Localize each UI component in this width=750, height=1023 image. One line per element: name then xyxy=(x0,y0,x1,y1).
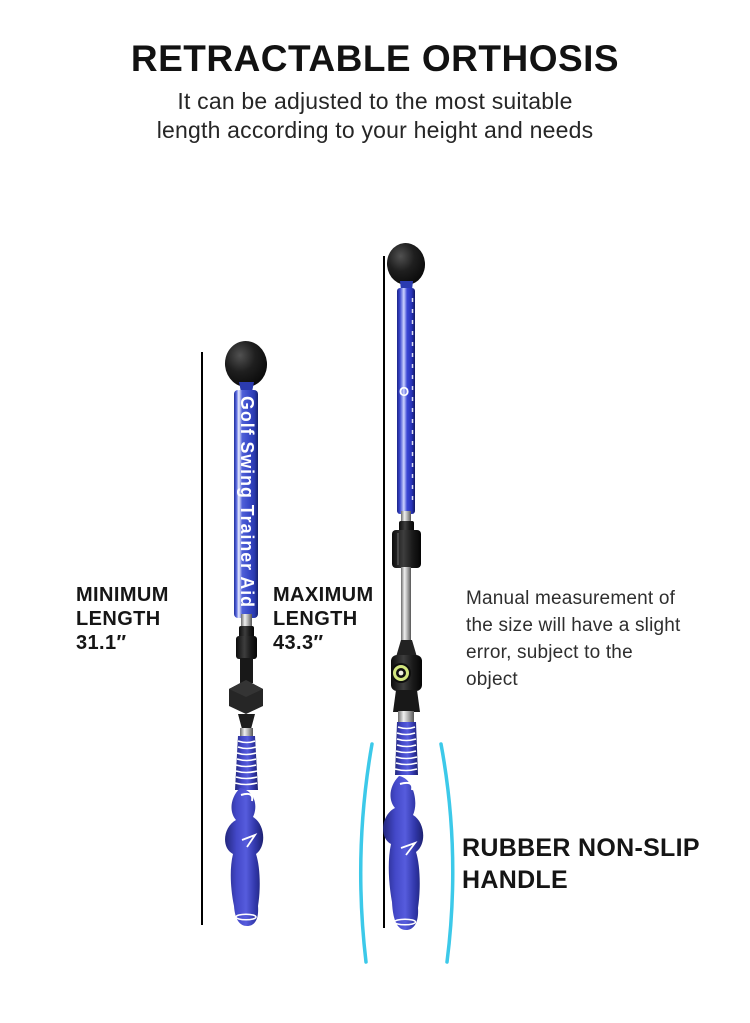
rib-grip xyxy=(395,722,418,775)
rubber-handle xyxy=(383,776,423,930)
clamp-tube xyxy=(240,658,253,683)
minimum-length-label xyxy=(76,583,169,655)
handle-highlight-curve-left xyxy=(361,744,372,962)
maximum-length-value: 43.3″ xyxy=(273,632,324,654)
rib-grip xyxy=(235,736,258,790)
maximum-label-line: LENGTH xyxy=(273,608,358,630)
clamp-collar xyxy=(236,636,257,659)
ball-grip xyxy=(223,339,270,389)
hinge-cone xyxy=(396,640,417,657)
note-line: error, subject to the xyxy=(466,642,633,663)
stick-maximum-length xyxy=(383,241,427,930)
minimum-length-value: 31.1″ xyxy=(76,632,127,654)
ball-grip xyxy=(385,241,427,287)
clamp-body xyxy=(392,530,421,568)
chrome-collar xyxy=(398,711,414,723)
handle-feature-callout xyxy=(462,832,700,896)
hinge-knob-center xyxy=(399,671,404,676)
note-line: the size will have a slight xyxy=(466,615,681,636)
extension-rod xyxy=(401,567,411,642)
handle-callout-line: RUBBER NON-SLIP xyxy=(462,834,700,862)
note-line: Manual measurement of xyxy=(466,588,676,609)
minimum-label-line: MINIMUM xyxy=(76,584,169,606)
measurement-note xyxy=(466,585,681,693)
maximum-length-label xyxy=(273,583,374,655)
rubber-handle xyxy=(225,788,263,926)
hinge-lower-block xyxy=(393,690,420,712)
chrome-ring xyxy=(240,728,253,736)
shaft-brand-text: Golf Swing Trainer Aid xyxy=(237,396,257,611)
handle-callout-line: HANDLE xyxy=(462,866,568,894)
page-title: RETRACTABLE ORTHOSIS xyxy=(130,38,620,79)
minimum-label-line: LENGTH xyxy=(76,608,161,630)
stick-minimum-length xyxy=(223,339,270,926)
handle-highlight-curve-right xyxy=(441,744,453,962)
subtitle-line: It can be adjusted to the most suitable xyxy=(177,88,573,114)
maximum-label-line: MAXIMUM xyxy=(273,584,374,606)
subtitle-line: length according to your height and needs xyxy=(156,117,594,143)
lock-cone xyxy=(238,714,255,729)
note-line: object xyxy=(466,669,518,690)
shaft-print-mark: O xyxy=(399,384,410,399)
